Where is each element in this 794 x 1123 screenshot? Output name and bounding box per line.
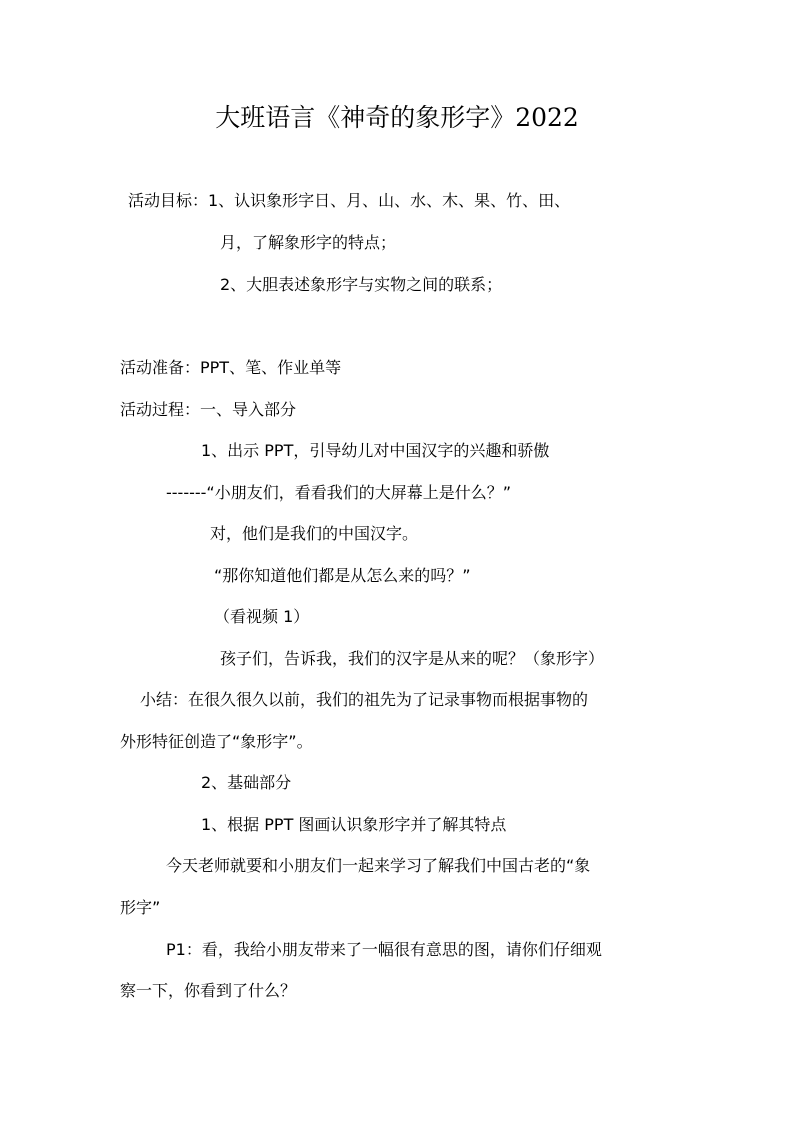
p1-line-1: P1：看，我给小朋友带来了一幅很有意思的图，请你们仔细观 xyxy=(166,940,602,959)
document-title: 大班语言《神奇的象形字》2022 xyxy=(215,103,579,132)
summary-line-1: 小结：在很久很久以前，我们的祖先为了记录事物而根据事物的 xyxy=(140,690,589,709)
dialogue-line-1: -------“小朋友们，看看我们的大屏幕上是什么？” xyxy=(166,483,511,502)
video-note: （看视频 1） xyxy=(214,607,310,626)
dialogue-line-2: 对，他们是我们的中国汉字。 xyxy=(210,524,419,543)
basic-step-1: 1、根据 PPT 图画认识象形字并了解其特点 xyxy=(201,815,507,834)
prep-line: 活动准备：PPT、笔、作业单等 xyxy=(120,358,342,377)
intro-line-2: 形字” xyxy=(120,898,161,917)
dialogue-line-3: “那你知道他们都是从怎么来的吗？” xyxy=(214,566,471,585)
process-heading: 活动过程：一、导入部分 xyxy=(120,400,297,419)
goal-line-2: 2、大胆表述象形字与实物之间的联系； xyxy=(220,275,503,294)
intro-line-1: 今天老师就要和小朋友们一起来学习了解我们中国古老的“象 xyxy=(166,856,591,875)
goal-line-1-cont: 月，了解象形字的特点； xyxy=(220,233,397,252)
summary-line-2: 外形特征创造了“象形字”。 xyxy=(120,732,313,751)
goal-line-1: 活动目标：1、认识象形字日、月、山、水、木、果、竹、田、 xyxy=(128,191,571,210)
process-step-1: 1、出示 PPT，引导幼儿对中国汉字的兴趣和骄傲 xyxy=(201,441,550,460)
dialogue-line-4: 孩子们，告诉我，我们的汉字是从来的呢？（象形字） xyxy=(220,649,605,668)
p1-line-2: 察一下，你看到了什么？ xyxy=(120,981,297,1000)
section-basic: 2、基础部分 xyxy=(201,773,292,792)
